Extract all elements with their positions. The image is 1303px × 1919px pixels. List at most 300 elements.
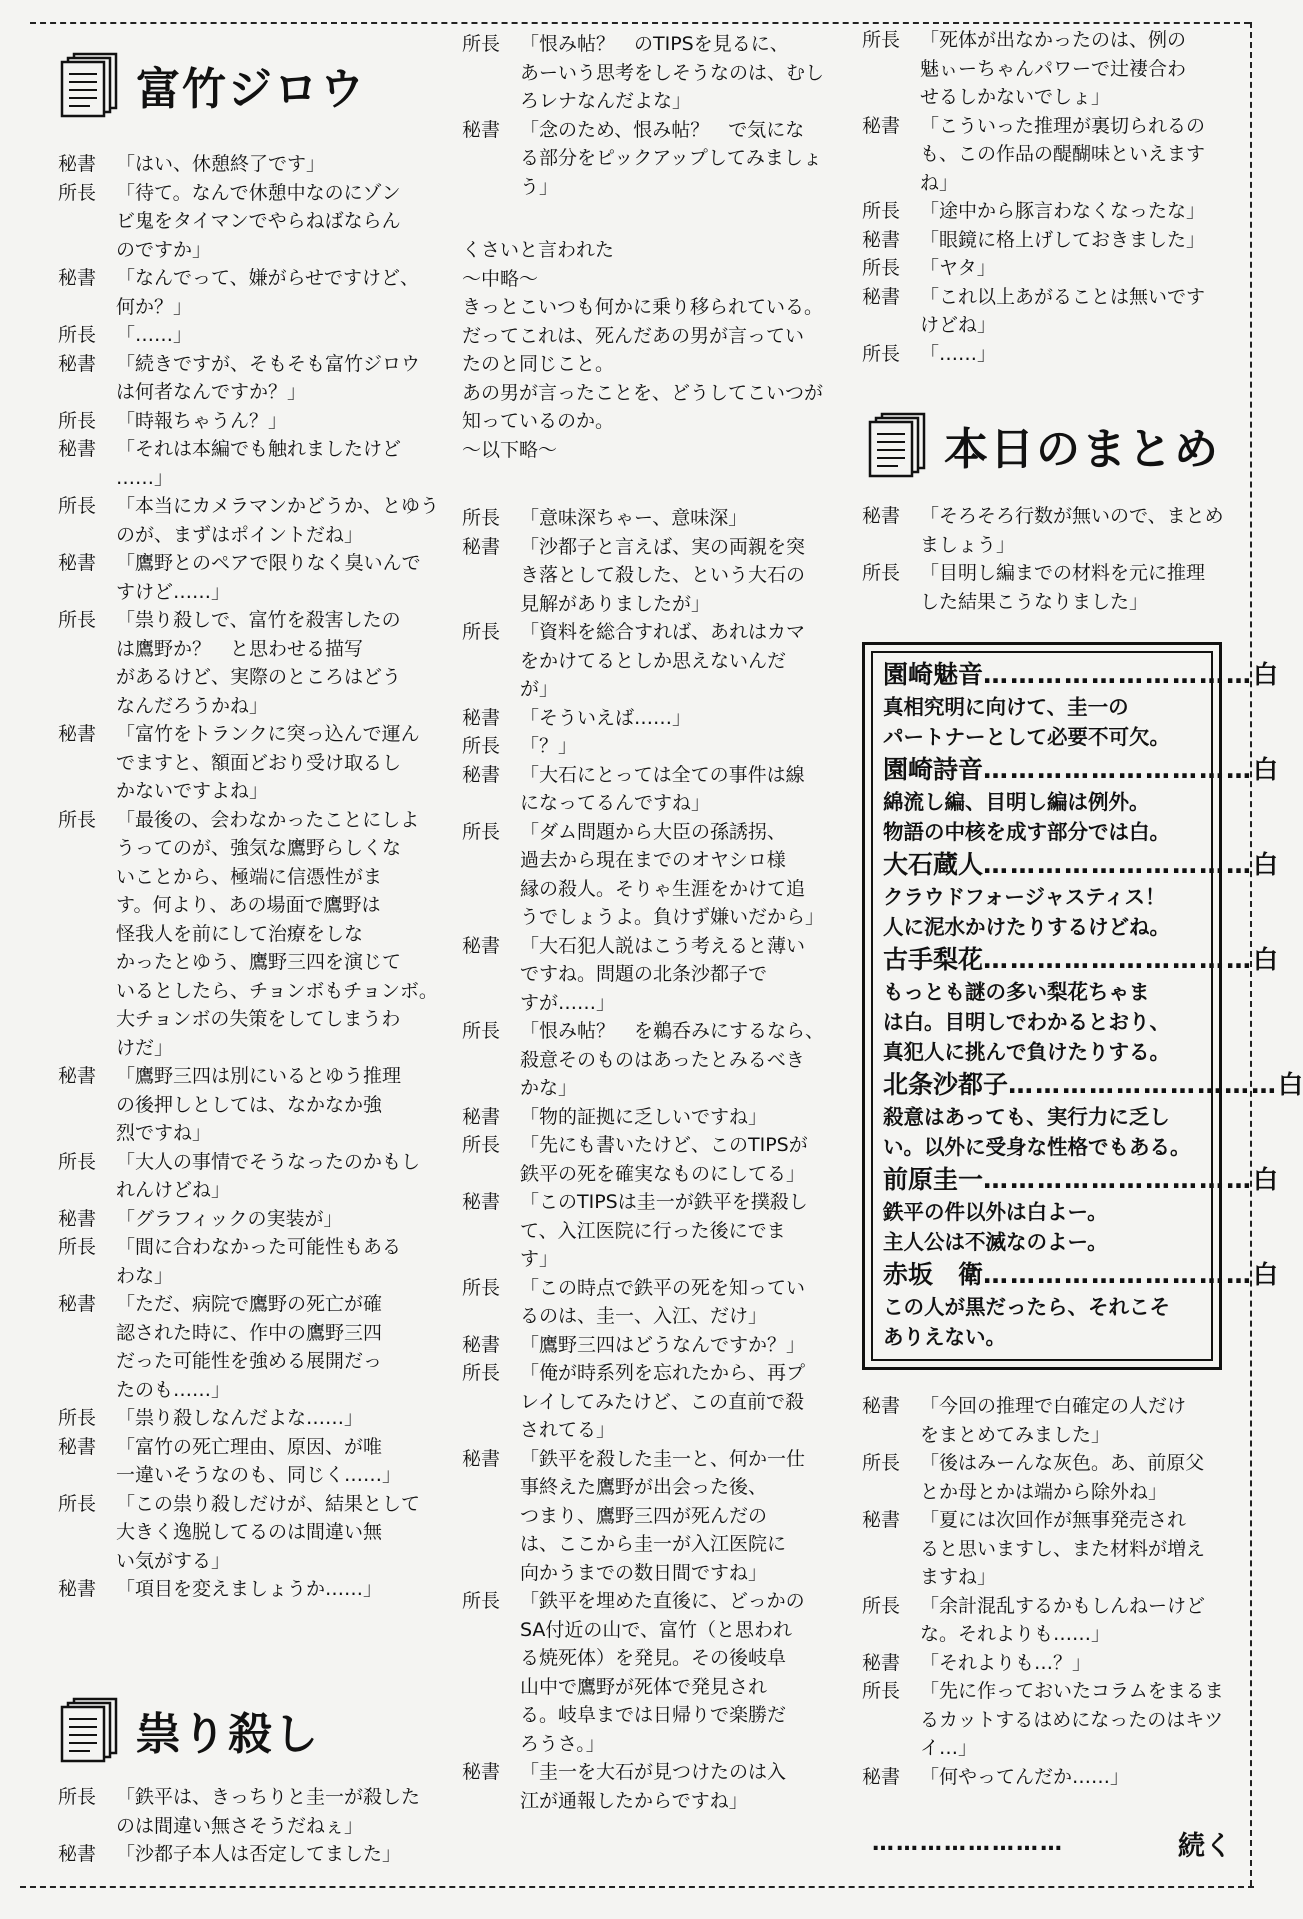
dialogue-text: 「このTIPSは圭一が鉄平を撲殺し (520, 1191, 808, 1213)
dialogue-line-continued (462, 989, 827, 1018)
speaker-indent (462, 1388, 520, 1417)
suspect-name: 前原圭一 (883, 1165, 984, 1194)
quote-line: ～中略～ (462, 267, 539, 290)
dialogue-text: 縁の殺人。そりゃ生涯をかけて追 (520, 877, 806, 900)
speaker-label: 所長 (58, 324, 97, 346)
dialogue-text: 「それは本編でも触れましたけど (116, 438, 402, 460)
leader-dots: ………………………… (983, 945, 1254, 974)
speaker-indent (58, 207, 116, 236)
dialogue-text: 大きく逸脱してるのは間違い無 (116, 1521, 383, 1543)
dialogue-line-continued (862, 1706, 1232, 1735)
dialogue-text: つまり、鷹野三四が死んだの (520, 1504, 768, 1527)
dialogue-line-continued (462, 1644, 827, 1673)
dialogue-line-continued (462, 59, 827, 88)
dialogue-text: 江が通報したからですね」 (520, 1789, 748, 1812)
speaker-label: 所長 (862, 342, 901, 365)
dialogue-text: せるしかないでしょ」 (920, 86, 1111, 108)
suspect-name: 赤坂 衛 (883, 1260, 984, 1289)
speaker-label: 秘書 (58, 352, 97, 375)
dialogue-text: 「大石にとっては全ての事件は線 (520, 763, 805, 786)
dialogue-line (462, 1758, 827, 1787)
dialogue-line-continued (462, 1502, 827, 1531)
dialogue-line (862, 283, 1232, 312)
heading-tatarigoroshi (60, 1697, 320, 1763)
dialogue-line-continued (58, 1347, 438, 1376)
dialogue-line (862, 1506, 1232, 1535)
speaker-label: 秘書 (58, 552, 97, 574)
dialogue-text: 魅ぃーちゃんパワーで辻褄合わ (920, 57, 1187, 80)
dialogue-line-continued (58, 1547, 438, 1576)
speaker-indent (462, 1673, 520, 1702)
dialogue-line-continued (862, 311, 1232, 340)
dialogue-line-continued (58, 1034, 438, 1063)
dialogue-line-continued (462, 1530, 827, 1559)
dialogue-text: のは間違い無さそうだねぇ」 (116, 1814, 364, 1837)
dialogue-line-continued (58, 1461, 438, 1490)
dialogue-line-continued (862, 1421, 1232, 1450)
dialogue-text: 大チョンボの失策をしてしまうわ (116, 1008, 401, 1030)
speaker-label: 所長 (58, 808, 97, 831)
dialogue-text: わな」 (116, 1264, 174, 1287)
dialogue-line-continued (58, 692, 438, 721)
speaker-indent (58, 378, 116, 407)
verdict-label: 白 (1253, 660, 1279, 689)
suspect-note: この人が黒だったら、それこそ (883, 1295, 1170, 1319)
suspect-name: 園崎詩音 (883, 755, 984, 784)
dialogue-text: 怪我人を前にして治療をしな (116, 922, 364, 945)
dialogue-line-continued (462, 675, 827, 704)
speaker-indent (462, 1245, 520, 1274)
continued-dots: …………………… (872, 1831, 1064, 1856)
dialogue-line (58, 1575, 438, 1604)
speaker-indent (462, 1160, 520, 1189)
dialogue-text: とか母とかは端から除外ね」 (920, 1480, 1168, 1503)
speaker-indent (862, 83, 920, 112)
dialogue-text: 「本当にカメラマンかどうか、とゆう (116, 495, 440, 517)
speaker-indent (58, 749, 116, 778)
verdict-label: 白 (1278, 1070, 1303, 1099)
dialogue-line-continued (462, 647, 827, 676)
dialogue-line (58, 1205, 438, 1234)
speaker-label: 所長 (862, 29, 901, 51)
dialogue-text: 「念のため、恨み帖？ で気にな (520, 118, 805, 141)
dialogue-text: 「グラフィックの実装が」 (116, 1207, 343, 1230)
speaker-indent (462, 675, 520, 704)
dialogue-text: るのは、圭一、入江、だけ」 (520, 1305, 768, 1327)
dialogue-line (862, 1763, 1232, 1792)
dialogue-text: 「意味深ちゃー、意味深」 (520, 507, 748, 529)
speaker-indent (58, 1347, 116, 1376)
speaker-indent (58, 236, 116, 265)
dialogue-line (58, 435, 438, 464)
speaker-indent (58, 920, 116, 949)
speaker-indent (58, 1812, 116, 1841)
dialogue-text: て、入江医院に行った後にでま (520, 1219, 786, 1242)
speaker-indent (862, 1535, 920, 1564)
dialogue-line (58, 1433, 438, 1462)
dialogue-text: いるとしたら、チョンボもチョンボ。 (116, 979, 438, 1002)
dialogue-line-continued (462, 1302, 827, 1331)
speaker-indent (862, 169, 920, 198)
dialogue-line (58, 1783, 438, 1812)
dialogue-block (862, 1392, 1232, 1791)
speaker-indent (58, 1091, 116, 1120)
suspect-row (883, 1257, 1279, 1292)
dialogue-text: ね」 (920, 171, 959, 194)
dialogue-text: る。岐阜までは日帰りで楽勝だ (520, 1704, 787, 1726)
dialogue-line-continued (58, 891, 438, 920)
dialogue-text: 「間に合わなかった可能性もある (116, 1236, 402, 1258)
verdict-label: 白 (1253, 1260, 1279, 1289)
suspect-results-box (862, 642, 1303, 1370)
speaker-indent (462, 846, 520, 875)
speaker-indent (862, 1563, 920, 1592)
suspect-note: は白。目明しでわかるとおり、 (883, 1010, 1170, 1034)
dialogue-line (462, 761, 827, 790)
suspect-name: 北条沙都子 (883, 1070, 1009, 1099)
dialogue-text: けどね」 (920, 314, 997, 336)
dialogue-text: うでしょうよ。負けず嫌いだから」 (520, 906, 825, 928)
quote-line: ～以下略～ (462, 438, 558, 461)
dialogue-text: でますと、額面どおり受け取るし (116, 751, 402, 774)
dialogue-text: あーいう思考をしそうなのは、むし (520, 61, 825, 84)
speaker-label: 所長 (462, 33, 501, 55)
dialogue-line-continued (58, 1176, 438, 1205)
dialogue-text: 山中で鷹野が死体で発見され (520, 1675, 768, 1698)
dialogue-text: 「……」 (116, 324, 193, 346)
verdict-label: 白 (1253, 945, 1279, 974)
dialogue-line (58, 179, 438, 208)
dialogue-text: 「ダム問題から大臣の孫誘拐、 (520, 820, 787, 843)
dialogue-line (862, 1649, 1232, 1678)
speaker-indent (58, 1034, 116, 1063)
dialogue-line-continued (58, 1319, 438, 1348)
dialogue-text: 「なんでって、嫌がらせですけど、 (116, 267, 420, 289)
speaker-label: 秘書 (462, 1333, 501, 1356)
dialogue-line-continued (462, 789, 827, 818)
dialogue-line (862, 112, 1232, 141)
dialogue-text: 「圭一を大石が見つけたのは入 (520, 1761, 787, 1783)
speaker-indent (462, 87, 520, 116)
dialogue-text: 「先にも書いたけど、このTIPSが (520, 1134, 808, 1156)
dialogue-line-continued (58, 777, 438, 806)
dialogue-line-continued (462, 561, 827, 590)
dialogue-line-continued (862, 55, 1232, 84)
dialogue-line-continued (462, 1388, 827, 1417)
dialogue-text: をまとめてみました」 (920, 1423, 1111, 1446)
dialogue-text: 「待て。なんで休憩中なのにゾン (116, 181, 401, 204)
speaker-label: 秘書 (462, 118, 501, 141)
speaker-label: 秘書 (58, 1843, 97, 1865)
speaker-indent (58, 293, 116, 322)
suspect-row (883, 1067, 1303, 1102)
speaker-label: 秘書 (862, 1509, 901, 1531)
speaker-indent (462, 1787, 520, 1816)
speaker-indent (462, 1559, 520, 1588)
dialogue-line (58, 1840, 438, 1869)
dialogue-line (58, 1290, 438, 1319)
speaker-label: 所長 (58, 181, 97, 204)
dialogue-text: 烈ですね」 (116, 1122, 212, 1144)
dialogue-text: 「項目を変えましょうか……」 (116, 1578, 383, 1600)
speaker-indent (58, 521, 116, 550)
quote-line: 知っているのか。 (462, 410, 615, 432)
dialogue-line-continued (58, 749, 438, 778)
suspect-note: 物語の中核を成す部分では白。 (883, 820, 1170, 844)
speaker-indent (462, 1074, 520, 1103)
dialogue-line-continued (58, 1518, 438, 1547)
speaker-indent (462, 1701, 520, 1730)
dialogue-text: 「大人の事情でそうなったのかもし (116, 1150, 421, 1173)
dialogue-text: のですか」 (116, 238, 212, 261)
speaker-label: 秘書 (58, 438, 97, 460)
dialogue-line (58, 407, 438, 436)
speaker-indent (58, 1262, 116, 1291)
speaker-label: 秘書 (58, 1065, 97, 1087)
document-stack-icon (60, 1697, 122, 1763)
dialogue-text: 「余計混乱するかもしんねーけど (920, 1594, 1206, 1617)
dialogue-text: ですね。問題の北条沙都子で (520, 963, 768, 985)
quote-line: だってこれは、死んだあの男が言ってい (462, 324, 805, 347)
dialogue-line-continued (462, 846, 827, 875)
dialogue-line (462, 30, 827, 59)
dialogue-line-continued (58, 378, 438, 407)
dialogue-text: は、ここから圭一が入江医院に (520, 1533, 787, 1555)
heading-title: 祟り殺し (136, 1709, 320, 1760)
dialogue-text: ……」 (116, 466, 174, 489)
dialogue-line (462, 1017, 827, 1046)
dialogue-line (58, 606, 438, 635)
dialogue-text: 「最後の、会わなかったことにしよ (116, 808, 420, 831)
speaker-label: 秘書 (462, 934, 501, 957)
dialogue-line (462, 533, 827, 562)
speaker-indent (462, 1302, 520, 1331)
dialogue-block (462, 504, 827, 1815)
speaker-label: 所長 (862, 1680, 901, 1702)
speaker-indent (462, 647, 520, 676)
speaker-indent (462, 960, 520, 989)
dialogue-text: 「死体が出なかったのは、例の (920, 29, 1187, 51)
speaker-label: 秘書 (862, 505, 901, 527)
dialogue-text: 「鷹野とのペアで限りなく臭いんで (116, 552, 421, 574)
dialogue-line (862, 1677, 1232, 1706)
dialogue-text: 「そろそろ行数が無いので、まとめ (920, 505, 1224, 527)
dialogue-line (462, 1274, 827, 1303)
dialogue-line (862, 340, 1232, 369)
speaker-label: 所長 (462, 1020, 501, 1042)
speaker-label: 秘書 (862, 1395, 901, 1417)
speaker-label: 秘書 (862, 228, 901, 251)
suspect-row (883, 1162, 1279, 1197)
dialogue-text: 「続きですが、そもそも富竹ジロウ (116, 352, 421, 375)
dialogue-line-continued (862, 1478, 1232, 1507)
speaker-indent (58, 863, 116, 892)
dialogue-line-continued (462, 960, 827, 989)
document-stack-icon (60, 52, 122, 118)
speaker-label: 秘書 (462, 1191, 501, 1213)
dialogue-text: 「俺が時系列を忘れたから、再プ (520, 1362, 806, 1384)
dialogue-line (862, 559, 1232, 588)
dialogue-text: SA付近の山で、富竹（と思われ (520, 1618, 793, 1641)
dialogue-line-continued (462, 1046, 827, 1075)
dialogue-line (58, 350, 438, 379)
dialogue-text: す」 (520, 1248, 559, 1270)
dialogue-text: 何か？」 (116, 295, 193, 318)
dialogue-line (862, 1449, 1232, 1478)
speaker-indent (58, 891, 116, 920)
dialogue-text: が」 (520, 678, 559, 700)
speaker-indent (462, 1530, 520, 1559)
speaker-indent (58, 464, 116, 493)
dialogue-line-continued (58, 521, 438, 550)
dialogue-text: されてる」 (520, 1419, 616, 1441)
leader-dots: ………………………… (1008, 1070, 1279, 1099)
speaker-label: 所長 (462, 1590, 501, 1612)
dialogue-line-continued (862, 83, 1232, 112)
suspect-note: 人に泥水かけたりするけどね。 (883, 915, 1170, 939)
dialogue-line (862, 254, 1232, 283)
speaker-indent (58, 1319, 116, 1348)
dialogue-text: す。何より、あの場面で鷹野は (116, 894, 381, 916)
speaker-indent (58, 1119, 116, 1148)
dialogue-text: 「この時点で鉄平の死を知ってい (520, 1276, 806, 1299)
dialogue-line (462, 1331, 827, 1360)
heading-title: 本日のまとめ (944, 424, 1220, 475)
dialogue-text: 見解がありましたが」 (520, 592, 711, 615)
speaker-indent (58, 578, 116, 607)
dialogue-line-continued (462, 1217, 827, 1246)
dialogue-text: 「祟り殺しなんだよな……」 (116, 1407, 364, 1429)
dialogue-text: 「この祟り殺しだけが、結果として (116, 1492, 421, 1515)
column-2 (462, 0, 827, 1919)
dialogue-text: のが、まずはポイントだね」 (116, 523, 364, 546)
dialogue-block (58, 150, 438, 1604)
dialogue-line (58, 321, 438, 350)
speaker-label: 秘書 (58, 1435, 97, 1458)
dialogue-text: すが……」 (520, 991, 616, 1014)
speaker-label: 所長 (862, 200, 901, 222)
leader-dots: ………………………… (983, 1260, 1254, 1289)
dialogue-text: 「物的証拠に乏しいですね」 (520, 1105, 768, 1128)
dialogue-line-continued (862, 1620, 1232, 1649)
dialogue-text: 「恨み帖？ のTIPSを見るに、 (520, 33, 789, 55)
dialogue-text: 「富竹の死亡理由、原因、が唯 (116, 1435, 383, 1458)
speaker-indent (462, 1616, 520, 1645)
dialogue-line-continued (462, 1787, 827, 1816)
speaker-indent (862, 311, 920, 340)
dialogue-line-continued (58, 236, 438, 265)
dialogue-line (58, 549, 438, 578)
dialogue-line (58, 492, 438, 521)
dialogue-line-continued (58, 1376, 438, 1405)
speaker-indent (58, 1005, 116, 1034)
speaker-label: 秘書 (862, 1765, 901, 1788)
speaker-indent (462, 590, 520, 619)
speaker-label: 所長 (862, 1594, 901, 1617)
dialogue-line (58, 150, 438, 179)
dialogue-line-continued (58, 464, 438, 493)
dialogue-text: いことから、極端に信憑性がま (116, 865, 383, 888)
dialogue-line (862, 1592, 1232, 1621)
dialogue-text: 「それよりも…？」 (920, 1651, 1092, 1674)
speaker-label: 所長 (462, 1276, 501, 1299)
quote-line: くさいと言われた (462, 239, 615, 261)
suspect-note: クラウドフォージャスティス！ (883, 885, 1166, 909)
speaker-label: 所長 (58, 409, 97, 432)
dialogue-line-continued (462, 173, 827, 202)
dialogue-line-continued (58, 1812, 438, 1841)
speaker-indent (462, 1644, 520, 1673)
quote-line: あの男が言ったことを、どうしてこいつが (462, 381, 824, 404)
dialogue-text: たのも……」 (116, 1378, 231, 1401)
speaker-indent (462, 789, 520, 818)
suspect-results-list (871, 651, 1303, 1361)
suspect-note: 主人公は不滅なのよー。 (883, 1230, 1108, 1254)
speaker-indent (58, 1461, 116, 1490)
suspect-note: 真相究明に向けて、圭一の (883, 695, 1129, 719)
dialogue-text: 「目明し編までの材料を元に推理 (920, 562, 1206, 584)
verdict-label: 白 (1253, 1165, 1279, 1194)
dialogue-line (462, 1587, 827, 1616)
heading-tomitake (60, 52, 366, 118)
dialogue-line-continued (462, 1160, 827, 1189)
dialogue-text: 「鉄平は、きっちりと圭一が殺した (116, 1786, 421, 1808)
suspect-note: 鉄平の件以外は白よー。 (883, 1200, 1108, 1224)
suspect-name: 大石蔵人 (883, 850, 984, 879)
speaker-indent (462, 1046, 520, 1075)
dialogue-block (462, 30, 827, 201)
speaker-indent (862, 531, 920, 560)
dialogue-block (862, 502, 1232, 616)
speaker-label: 所長 (862, 1452, 901, 1474)
dialogue-text: レイしてみたけど、この直前で殺 (520, 1390, 805, 1413)
dialogue-line (462, 1359, 827, 1388)
suspect-row (883, 752, 1279, 787)
dialogue-text: だった可能性を強める展開だっ (116, 1350, 383, 1372)
dialogue-text: 鉄平の死を確実なものにしてる」 (520, 1162, 806, 1185)
speaker-label: 所長 (862, 562, 901, 584)
dialogue-text: 「ただ、病院で鷹野の死亡が確 (116, 1293, 383, 1315)
dialogue-line-continued (862, 1563, 1232, 1592)
dialogue-text: 「先に作っておいたコラムをまるま (920, 1680, 1224, 1702)
dialogue-text: 向かうまでの数日間ですね」 (520, 1561, 768, 1584)
speaker-label: 秘書 (462, 1105, 501, 1128)
leader-dots: ………………………… (983, 1165, 1254, 1194)
leader-dots: ………………………… (983, 850, 1254, 879)
dialogue-text: る焼死体）を発見。その後岐阜 (520, 1647, 787, 1669)
speaker-indent (862, 140, 920, 169)
dialogue-text: う」 (520, 175, 559, 198)
dialogue-line (58, 1148, 438, 1177)
speaker-label: 所長 (462, 735, 501, 757)
dialogue-line-continued (58, 834, 438, 863)
dialogue-text: かないですよね」 (116, 780, 269, 802)
speaker-label: 所長 (58, 495, 97, 517)
dialogue-text: 「……」 (920, 342, 997, 365)
column-3 (862, 0, 1303, 1919)
dialogue-line (462, 1103, 827, 1132)
speaker-indent (462, 989, 520, 1018)
speaker-indent (462, 875, 520, 904)
dialogue-text: 「何やってんだか……」 (920, 1765, 1130, 1788)
dialogue-line-continued (58, 578, 438, 607)
dialogue-line-continued (58, 1262, 438, 1291)
speaker-indent (58, 777, 116, 806)
quote-line: たのと同じこと。 (462, 353, 615, 375)
dialogue-line-continued (862, 169, 1232, 198)
dialogue-line (462, 1188, 827, 1217)
speaker-indent (58, 692, 116, 721)
